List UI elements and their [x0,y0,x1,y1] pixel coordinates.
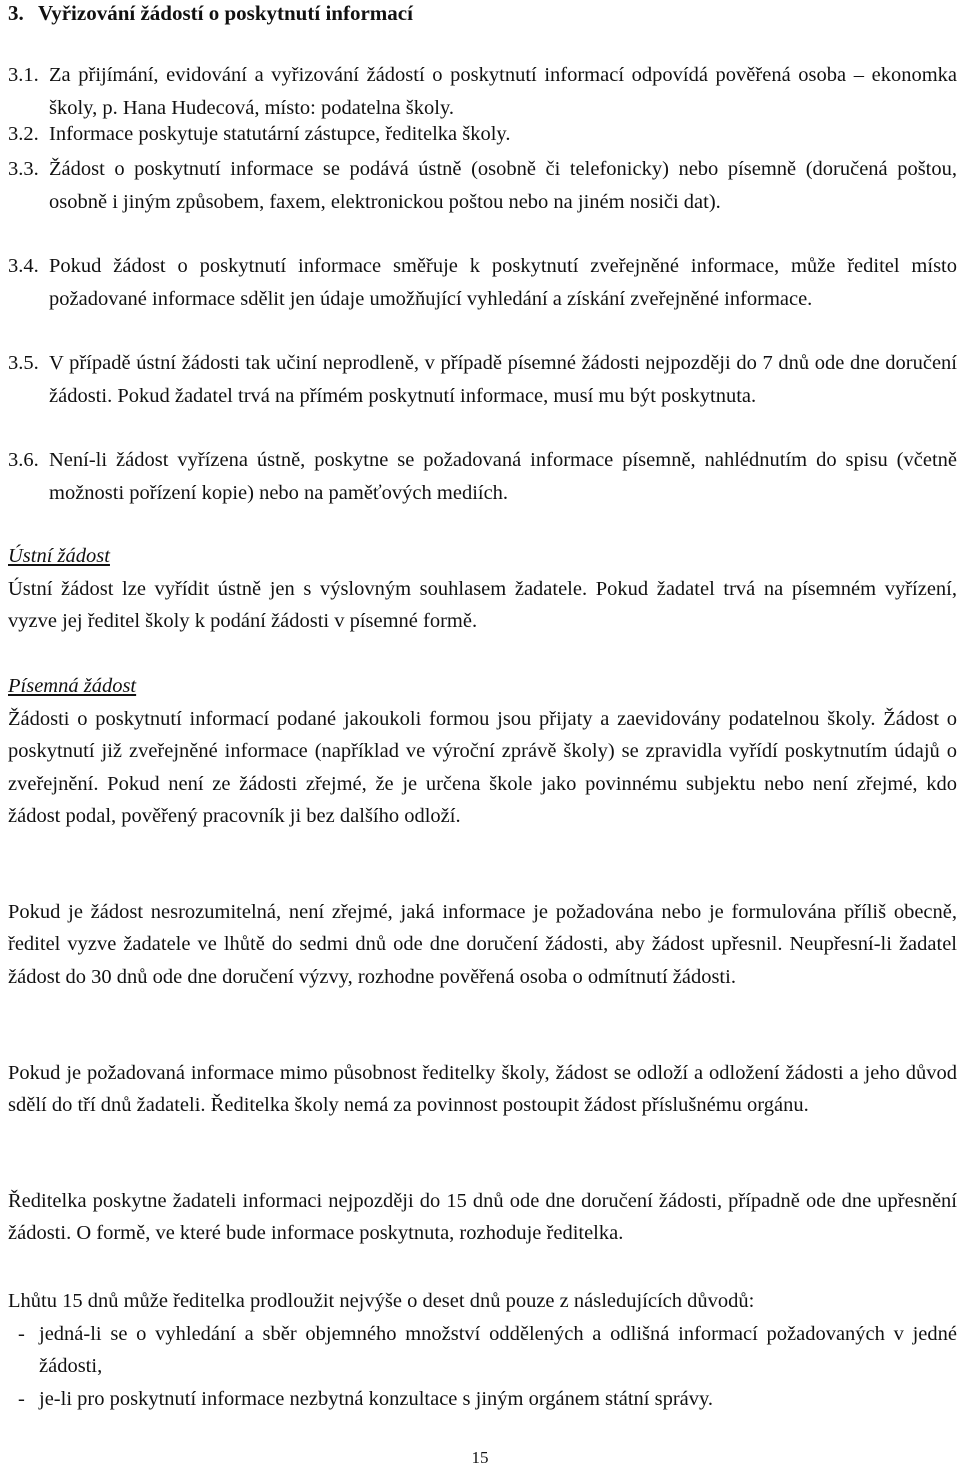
dash-marker: - [18,1388,25,1410]
list-item [8,118,957,151]
item-number: 3.3. [8,158,39,180]
written-request-heading: Písemná žádost [8,675,137,697]
reason-text: je-li pro poskytnutí informace nezbytná konzultace s jiným orgánem státní správy. [39,1388,714,1410]
item-text: Žádost o poskytnutí informace se podává ústně (osobně či telefonicky) nebo písemně (doručená poštou, osobně i jiným způsobem, faxem, elektronickou poštou nebo na jiném nosiči dat). [49,158,957,213]
paragraph: Lhůtu 15 dnů může ředitelka prodloužit nejvýše o deset dnů pouze z následujících důvodů: [8,1290,755,1312]
item-text: Pokud žádost o poskytnutí informace směřuje k poskytnutí zveřejněné informace, může ředitel místo požadované informace sdělit jen údaje umožňující vyhledání a získání zveřejněné informace. [49,255,957,310]
list-item [8,250,957,315]
oral-request-heading: Ústní žádost [8,545,110,567]
item-text: Není-li žádost vyřízena ústně, poskytne se požadovaná informace písemně, nahlédnutím do spisu (včetně možnosti pořízení kopie) nebo na paměťových mediích. [49,449,957,504]
reason-item [18,1383,957,1415]
list-item [8,444,957,509]
item-text: Informace poskytuje statutární zástupce, ředitelka školy. [49,123,511,145]
paragraph: Ředitelka poskytne žadateli informaci nejpozději do 15 dnů ode dne doručení žádosti, případně ode dne upřesnění žádosti. O formě, ve které bude informace poskytnuta, rozhoduje ředitelka. [8,1190,957,1245]
item-text: Za přijímání, evidování a vyřizování žádostí o poskytnutí informací odpovídá pověřená osoba – ekonomka školy, p. Hana Hudecová, místo: podatelna školy. [49,64,957,119]
item-number: 3.1. [8,64,39,86]
section-number: 3. [8,1,24,25]
list-item [8,347,957,412]
item-number: 3.5. [8,352,39,374]
paragraph: Pokud je žádost nesrozumitelná, není zřejmé, jaká informace je požadována nebo je formulována příliš obecně, ředitel vyzve žadatele ve lhůtě do sedmi dnů ode dne doručení žádosti, aby žádost upřesnil. Neupřesní-li žadatel žádost do 30 dnů ode dne doručení výzvy, rozhodne pověřená osoba o odmítnutí žádosti. [8,901,957,988]
item-text: V případě ústní žádosti tak učiní neprodleně, v případě písemné žádosti nejpozději do 7 dnů ode dne doručení žádosti. Pokud žadatel trvá na přímém poskytnutí informace, musí mu být poskytnuta. [49,352,957,407]
list-item [8,59,957,124]
paragraph: Pokud je požadovaná informace mimo působnost ředitelky školy, žádost se odloží a odložení žádosti a jeho důvod sdělí do tří dnů žadateli. Ředitelka školy nemá za povinnost postoupit žádost příslušnému orgánu. [8,1062,957,1117]
reason-item [18,1318,957,1383]
list-item [8,153,957,218]
written-request-text: Žádosti o poskytnutí informací podané jakoukoli formou jsou přijaty a zaevidovány podatelnou školy. Žádost o poskytnutí již zveřejněné informace (například ve výroční zprávě školy) se zpravidla vyřídí poskytnutím údajů o zveřejnění. Pokud není ze žádosti zřejmé, že je určena škole jako povinnému subjektu nebo není zřejmé, kdo žádost podal, pověřený pracovník ji bez dalšího odloží. [8,708,957,827]
section-heading [8,0,413,26]
item-number: 3.6. [8,449,39,471]
item-number: 3.2. [8,123,39,145]
section-title: Vyřizování žádostí o poskytnutí informací [38,1,413,25]
oral-request-text: Ústní žádost lze vyřídit ústně jen s výslovným souhlasem žadatele. Pokud žadatel trvá na písemném vyřízení, vyzve jej ředitel školy k podání žádosti v písemné formě. [8,578,957,633]
reason-text: jedná-li se o vyhledání a sběr objemného množství oddělených a odlišná informací požadovaných v jedné žádosti, [39,1323,957,1378]
page-number: 15 [471,1448,489,1467]
dash-marker: - [18,1323,25,1345]
item-number: 3.4. [8,255,39,277]
